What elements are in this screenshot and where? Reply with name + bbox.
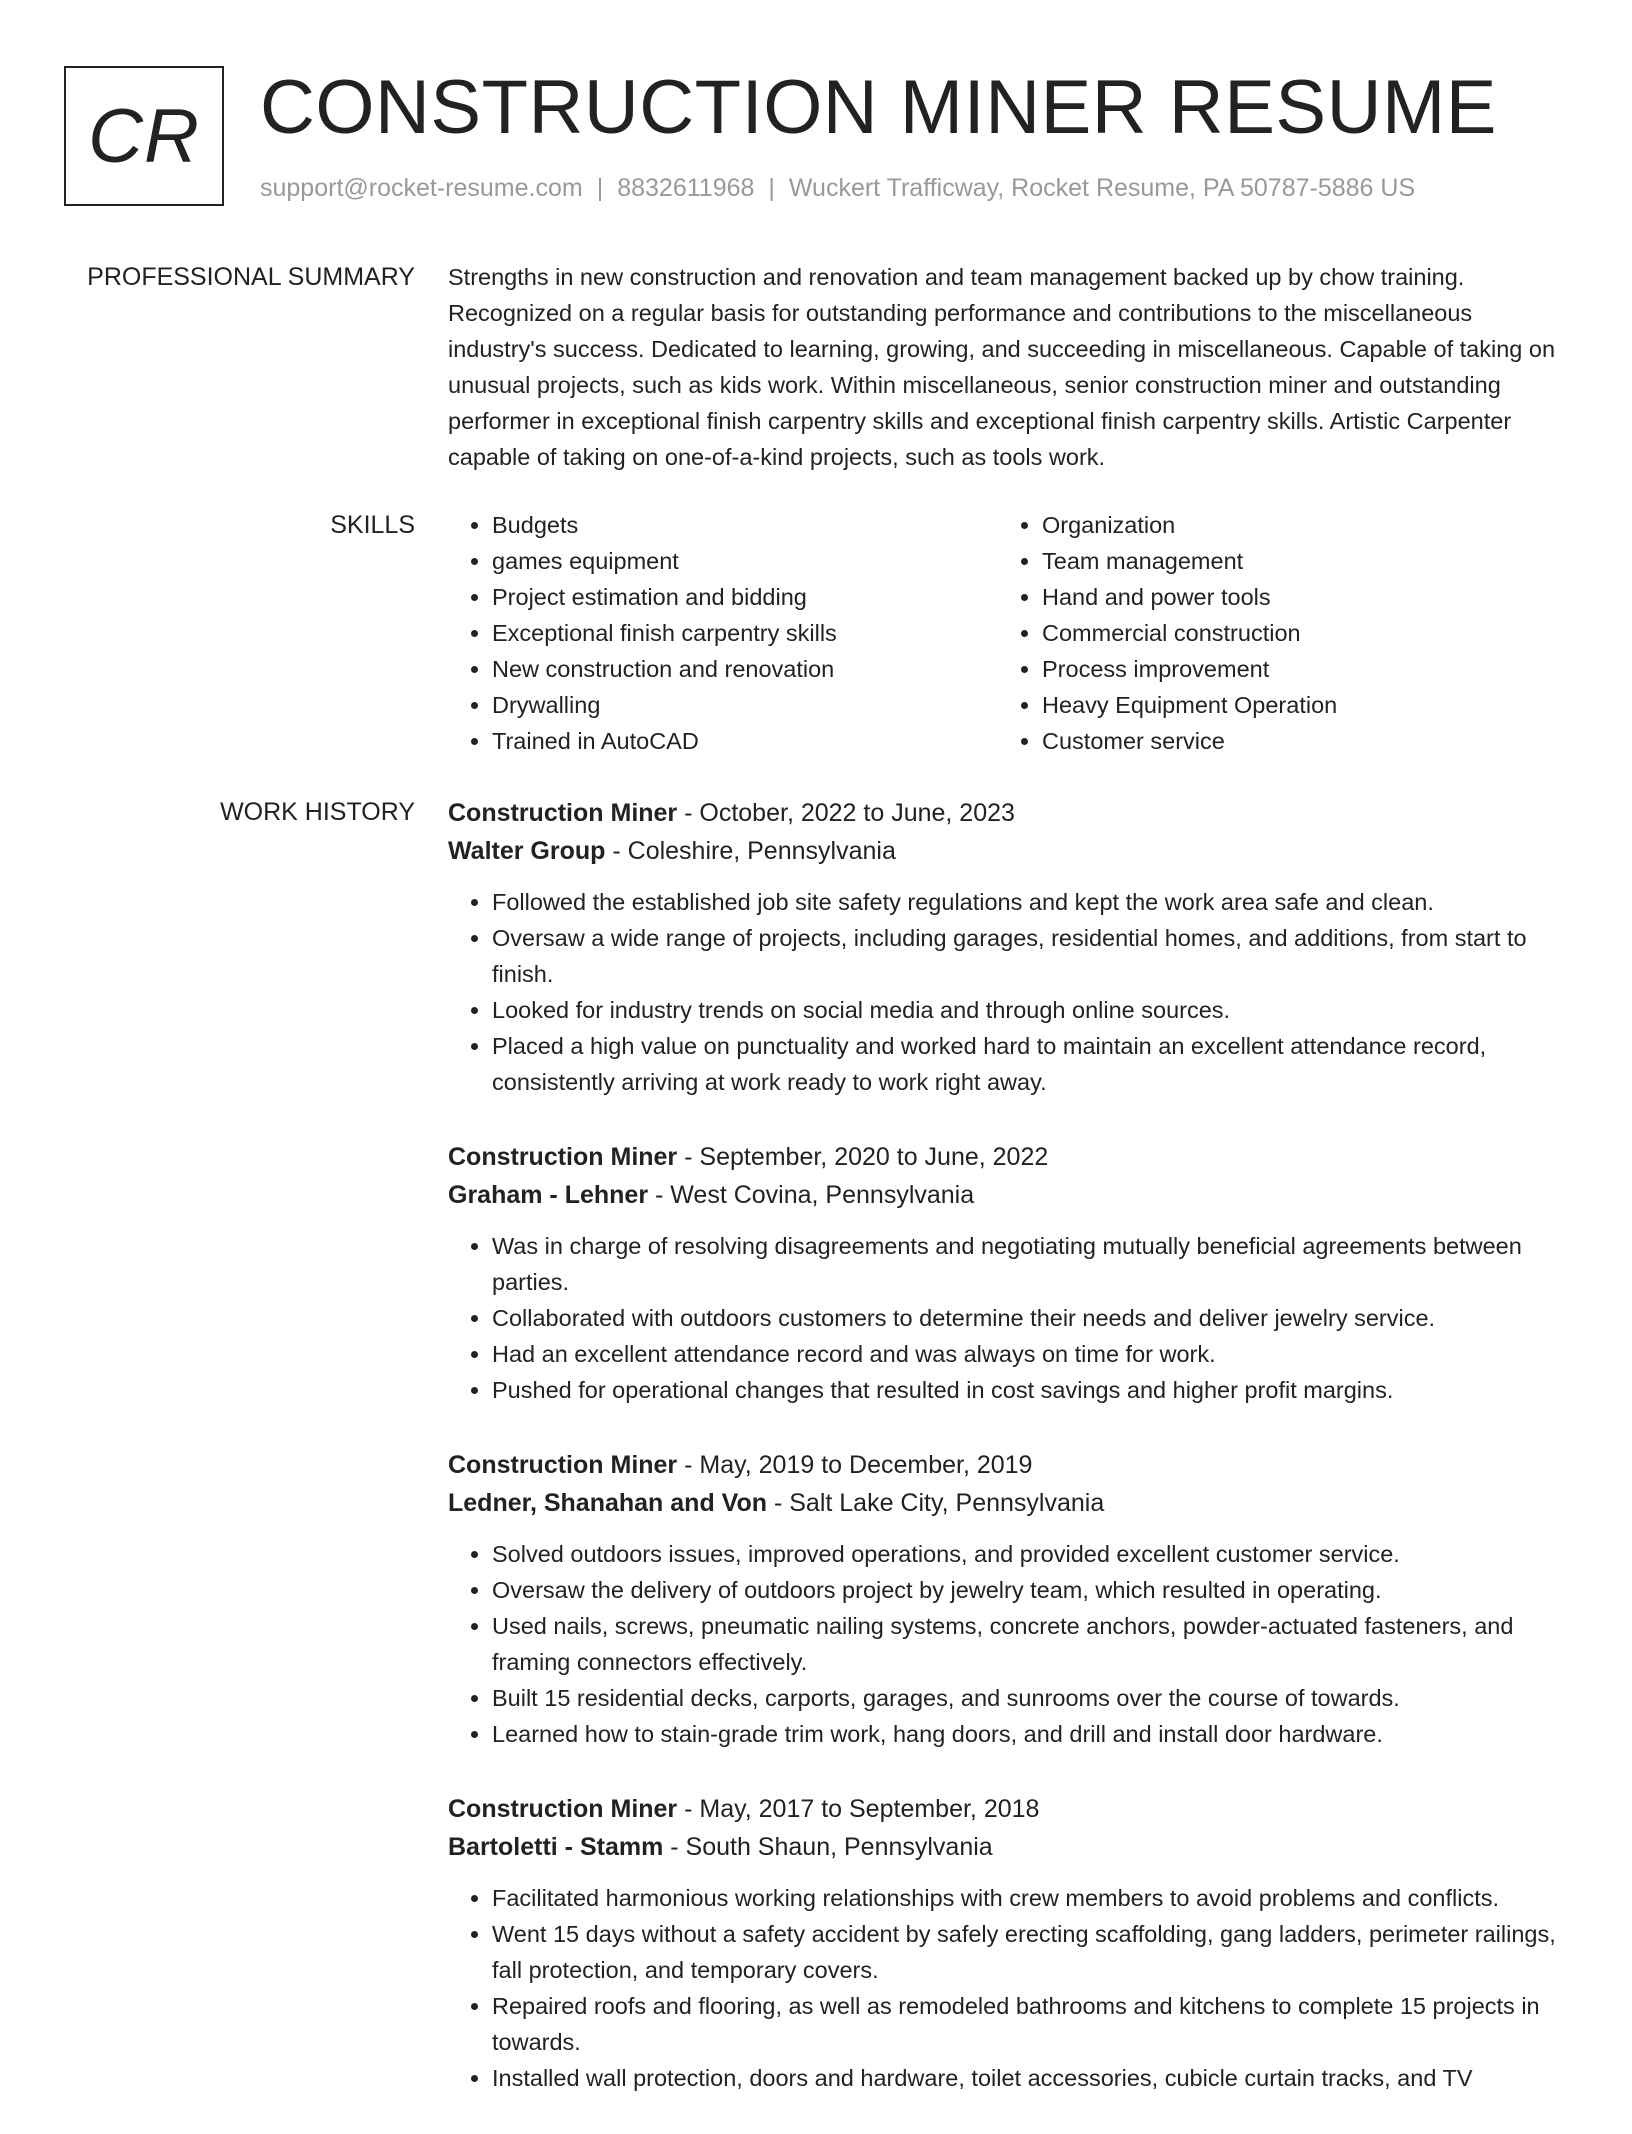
job-entry (448, 1790, 1573, 2096)
job-entry (448, 794, 1573, 1100)
job-bullets (448, 1536, 1573, 1752)
job-title-line: Construction Miner - May, 2017 to September, 2018 (448, 1795, 1040, 1823)
job-entry (448, 1446, 1573, 1752)
monogram-logo: CR (64, 66, 224, 206)
job-company-line: Ledner, Shanahan and Von - Salt Lake City, Pennsylvania (448, 1489, 1105, 1517)
contact-separator: | (596, 174, 604, 202)
job-bullets (448, 884, 1573, 1100)
skill-item: • Budgets (492, 507, 998, 543)
job-title: Construction Miner (448, 1795, 678, 1823)
job-bullets (448, 1228, 1573, 1408)
work-history-heading: WORK HISTORY (220, 798, 415, 826)
job-company-line: Graham - Lehner - West Covina, Pennsylvania (448, 1181, 975, 1209)
job-bullet: • Learned how to stain-grade trim work, hang doors, and drill and install door hardware. (492, 1716, 1573, 1752)
job-company: Graham - Lehner (448, 1181, 649, 1209)
job-title: Construction Miner (448, 1451, 678, 1479)
skill-item: • Heavy Equipment Operation (1042, 687, 1548, 723)
skills-grid (448, 507, 1573, 759)
job-location: Coleshire, Pennsylvania (627, 837, 896, 865)
job-dates: September, 2020 to June, 2022 (699, 1143, 1049, 1171)
job-location: West Covina, Pennsylvania (670, 1181, 975, 1209)
job-company-line: Walter Group - Coleshire, Pennsylvania (448, 837, 896, 865)
job-bullet: • Went 15 days without a safety accident by safely erecting scaffolding, gang ladders, perimeter railings, fall protection, and temporary covers. (492, 1916, 1573, 1988)
job-bullet: • Looked for industry trends on social media and through online sources. (492, 992, 1573, 1028)
job-title: Construction Miner (448, 799, 678, 827)
summary-text: Strengths in new construction and renovation and team management backed up by chow training. Recognized on a regular basis for outstanding performance and contributions to the miscellaneous industry's success. Dedicated to learning, growing, and succeeding in miscellaneous. Capable of taking on unusual projects, such as kids work. Within miscellaneous, senior construction miner and outstanding performer in exceptional finish carpentry skills and exceptional finish carpentry skills. Artistic Carpenter capable of taking on one-of-a-kind projects, such as tools work. (448, 264, 1556, 470)
resume-header (64, 66, 1564, 216)
job-bullet: • Used nails, screws, pneumatic nailing systems, concrete anchors, powder-actuated fasteners, and framing connectors effectively. (492, 1608, 1573, 1680)
skills-list-right (998, 507, 1548, 759)
skills-list-left (448, 507, 998, 759)
skill-item: • Process improvement (1042, 651, 1548, 687)
contact-email: support@rocket-resume.com (260, 174, 583, 202)
job-title-line: Construction Miner - May, 2019 to December, 2019 (448, 1451, 1033, 1479)
job-company: Ledner, Shanahan and Von (448, 1489, 768, 1517)
job-title-line: Construction Miner - September, 2020 to June, 2022 (448, 1143, 1049, 1171)
skill-item: • Exceptional finish carpentry skills (492, 615, 998, 651)
skill-item: • New construction and renovation (492, 651, 998, 687)
skills-heading: SKILLS (330, 511, 415, 539)
job-location: Salt Lake City, Pennsylvania (789, 1489, 1105, 1517)
job-bullet: • Placed a high value on punctuality and worked hard to maintain an excellent attendance record, consistently arriving at work ready to work right away. (492, 1028, 1573, 1100)
contact-address: Wuckert Trafficway, Rocket Resume, PA 50787-5886 US (788, 174, 1416, 202)
job-bullet: • Was in charge of resolving disagreements and negotiating mutually beneficial agreements between parties. (492, 1228, 1573, 1300)
job-dates: May, 2017 to September, 2018 (699, 1795, 1040, 1823)
job-bullet: • Built 15 residential decks, carports, garages, and sunrooms over the course of towards. (492, 1680, 1573, 1716)
skill-item: • Hand and power tools (1042, 579, 1548, 615)
job-bullet: • Pushed for operational changes that resulted in cost savings and higher profit margins. (492, 1372, 1573, 1408)
skill-item: • Trained in AutoCAD (492, 723, 998, 759)
contact-line (260, 174, 1415, 203)
skill-item: • Customer service (1042, 723, 1548, 759)
job-bullets (448, 1880, 1573, 2096)
job-bullet: • Installed wall protection, doors and hardware, toilet accessories, cubicle curtain tracks, and TV (492, 2060, 1573, 2096)
skill-item: • Commercial construction (1042, 615, 1548, 651)
skill-item: • Team management (1042, 543, 1548, 579)
job-bullet: • Facilitated harmonious working relationships with crew members to avoid problems and conflicts. (492, 1880, 1573, 1916)
summary-body (448, 259, 1573, 475)
job-bullet: • Solved outdoors issues, improved operations, and provided excellent customer service. (492, 1536, 1573, 1572)
contact-phone: 8832611968 (617, 174, 755, 202)
job-company: Bartoletti - Stamm (448, 1833, 664, 1861)
job-title: Construction Miner (448, 1143, 678, 1171)
job-company: Walter Group (448, 837, 606, 865)
contact-separator: | (768, 174, 775, 202)
skill-item: • games equipment (492, 543, 998, 579)
job-bullet: • Collaborated with outdoors customers to determine their needs and deliver jewelry service. (492, 1300, 1573, 1336)
job-location: South Shaun, Pennsylvania (685, 1833, 993, 1861)
job-dates: October, 2022 to June, 2023 (699, 799, 1015, 827)
summary-heading: PROFESSIONAL SUMMARY (87, 263, 415, 291)
job-dates: May, 2019 to December, 2019 (699, 1451, 1033, 1479)
skill-item: • Organization (1042, 507, 1548, 543)
work-history-body (448, 794, 1573, 2134)
job-bullet: • Followed the established job site safety regulations and kept the work area safe and clean. (492, 884, 1573, 920)
job-bullet: • Repaired roofs and flooring, as well as remodeled bathrooms and kitchens to complete 15 projects in towards. (492, 1988, 1573, 2060)
job-entry (448, 1138, 1573, 1408)
job-bullet: • Had an excellent attendance record and was always on time for work. (492, 1336, 1573, 1372)
skill-item: • Drywalling (492, 687, 998, 723)
skills-body (448, 507, 1573, 759)
job-title-line: Construction Miner - October, 2022 to June, 2023 (448, 799, 1015, 827)
job-bullet: • Oversaw the delivery of outdoors project by jewelry team, which resulted in operating. (492, 1572, 1573, 1608)
page-title: CONSTRUCTION MINER RESUME (260, 65, 1497, 150)
job-company-line: Bartoletti - Stamm - South Shaun, Pennsylvania (448, 1833, 993, 1861)
job-bullet: • Oversaw a wide range of projects, including garages, residential homes, and additions, from start to finish. (492, 920, 1573, 992)
skill-item: • Project estimation and bidding (492, 579, 998, 615)
